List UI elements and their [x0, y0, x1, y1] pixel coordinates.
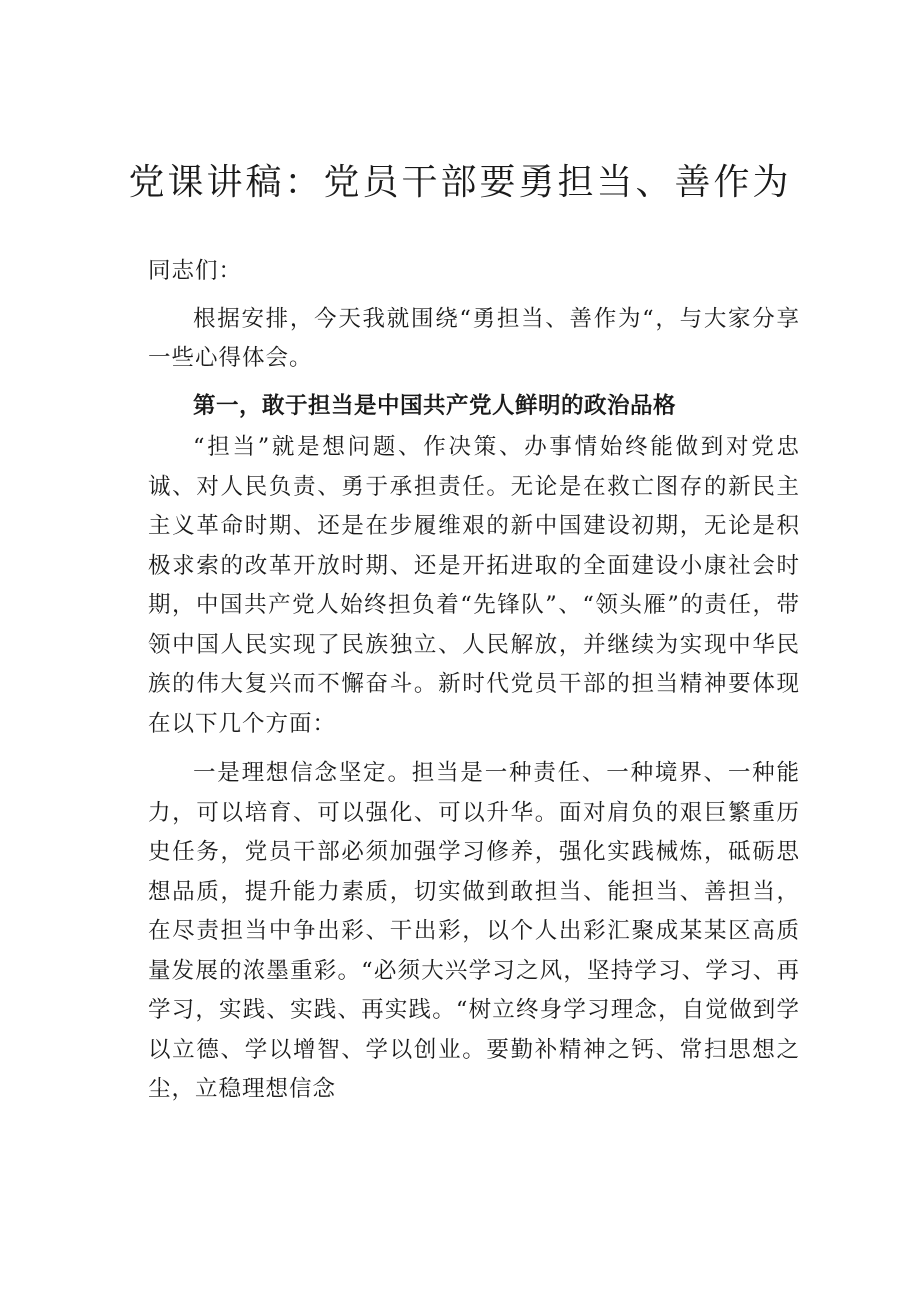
document-title: 党课讲稿：党员干部要勇担当、善作为: [128, 162, 792, 203]
salutation: 同志们：: [148, 258, 243, 284]
document-body: [148, 252, 800, 1118]
body-paragraph-1: “担当”就是想问题、作决策、办事情始终能做到对党忠诚、对人民负责、勇于承担责任。无论是在救亡图存的新民主主义革命时期、还是在步履维艰的新中国建设初期，无论是积极求索的改革开放时期、还是开拓进取的全面建设小康社会时期，中国共产党人始终担负着“先锋队”、“领头雁”的责任，带领中国人民实现了民族独立、人民解放，并继续为实现中华民族的伟大复兴而不懈奋斗。新时代党员干部的担当精神要体现在以下几个方面：: [148, 434, 800, 737]
body-paragraph-2: 一是理想信念坚定。担当是一种责任、一种境界、一种能力，可以培育、可以强化、可以升华。面对肩负的艰巨繁重历史任务，党员干部必须加强学习修养，强化实践械炼，砥砺思想品质，提升能力素质，切实做到敢担当、能担当、善担当，在尽责担当中争出彩、干出彩，以个人出彩汇聚成某某区高质量发展的浓墨重彩。“必须大兴学习之风，坚持学习、学习、再学习，实践、实践、再实践。“树立终身学习理念，自觉做到学以立德、学以增智、学以创业。要勤补精神之钙、常扫思想之尘，立稳理想信念: [148, 760, 800, 1102]
section-heading: 第一，敢于担当是中国共产党人鲜明的政治品格: [193, 392, 677, 419]
intro-paragraph: 根据安排，今天我就围绕“勇担当、善作为“，与大家分享一些心得体会。: [148, 305, 800, 371]
